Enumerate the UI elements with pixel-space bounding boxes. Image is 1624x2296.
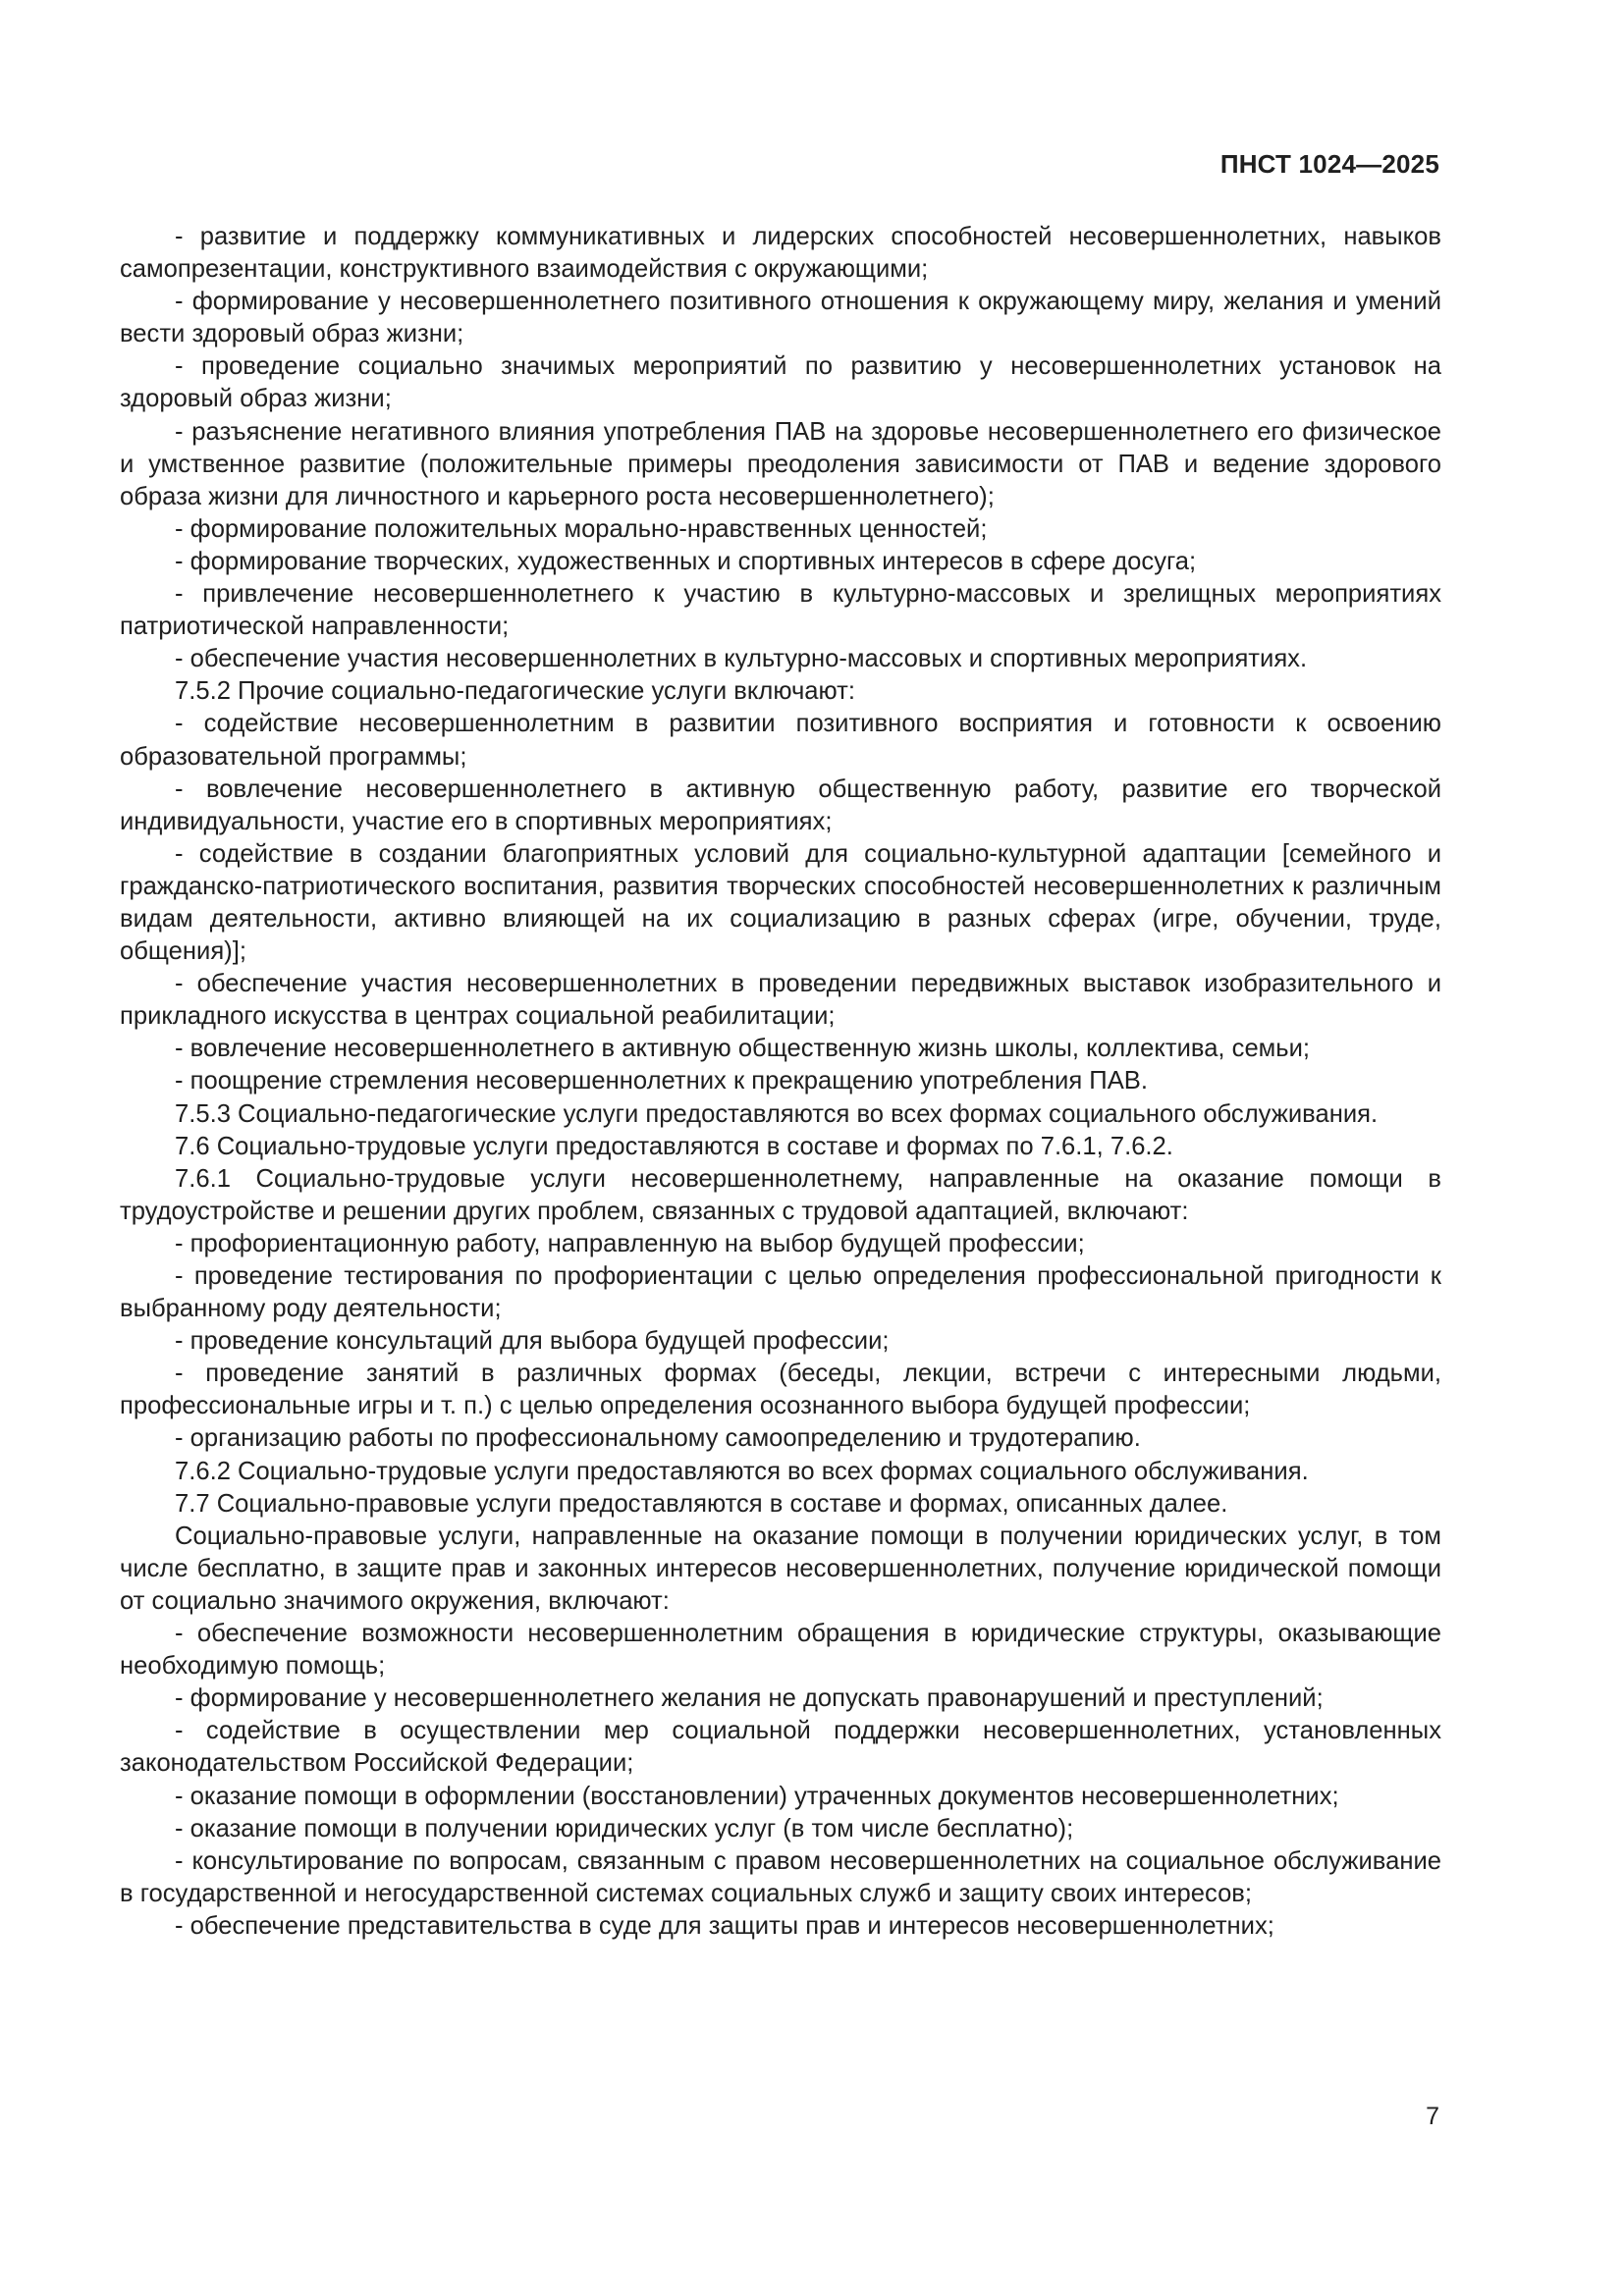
paragraph: - вовлечение несовершеннолетнего в активную общественную жизнь школы, коллектива, семьи; bbox=[175, 1035, 1311, 1063]
section-heading: 7.7 Социально-правовые услуги предоставляются в составе и формах, описанных далее. bbox=[175, 1489, 1228, 1518]
paragraph: - обеспечение представительства в суде для защиты прав и интересов несовершеннолетних; bbox=[175, 1911, 1274, 1940]
paragraph: - проведение тестирования по профориентации с целью определения профессиональной пригодности к выбранному роду деятельности; bbox=[120, 1262, 1441, 1323]
paragraph: - формирование творческих, художественных и спортивных интересов в сфере досуга; bbox=[175, 547, 1197, 575]
paragraph: - оказание помощи в получении юридических услуг (в том числе бесплатно); bbox=[175, 1814, 1074, 1842]
page-number: 7 bbox=[1426, 2103, 1439, 2130]
paragraph: - развитие и поддержку коммуникативных и лидерских способностей несовершеннолетних, навыков самопрезентации, конструктивного взаимодействия с окружающими; bbox=[120, 223, 1441, 284]
paragraph: - проведение консультаций для выбора будущей профессии; bbox=[175, 1327, 890, 1356]
paragraph: - содействие в осуществлении мер социальной поддержки несовершеннолетних, установленных законодательством Российской Федерации; bbox=[120, 1717, 1441, 1778]
paragraph: - привлечение несовершеннолетнего к участию в культурно-массовых и зрелищных мероприятиях патриотической направленности; bbox=[120, 580, 1441, 641]
document-code: ПНСТ 1024—2025 bbox=[1219, 149, 1439, 179]
paragraph: - обеспечение возможности несовершеннолетним обращения в юридические структуры, оказывающие необходимую помощь; bbox=[120, 1620, 1441, 1681]
paragraph: - профориентационную работу, направленную на выбор будущей профессии; bbox=[175, 1229, 1085, 1257]
paragraph: - обеспечение участия несовершеннолетних в проведении передвижных выставок изобразительного и прикладного искусства в центрах социальной реабилитации; bbox=[120, 970, 1441, 1031]
paragraph: - проведение социально значимых мероприятий по развитию у несовершеннолетних установок на здоровый образ жизни; bbox=[120, 352, 1441, 413]
paragraph: - формирование положительных морально-нравственных ценностей; bbox=[175, 514, 988, 543]
paragraph: - разъяснение негативного влияния употребления ПАВ на здоровье несовершеннолетнего его физическое и умственное развитие (положительные примеры преодоления зависимости от ПАВ и ведение здорового образа жизни для личностного и карьерного роста несовершеннолетнего); bbox=[120, 417, 1441, 510]
paragraph: - формирование у несовершеннолетнего позитивного отношения к окружающему миру, желания и умений вести здоровый образ жизни; bbox=[120, 288, 1441, 348]
paragraph: - оказание помощи в оформлении (восстановлении) утраченных документов несовершеннолетних; bbox=[175, 1782, 1339, 1810]
paragraph: - проведение занятий в различных формах (беседы, лекции, встречи с интересными людьми, профессиональные игры и т. п.) с целью определения осознанного выбора будущей профессии; bbox=[120, 1360, 1441, 1420]
section-heading: 7.6.1 Социально-трудовые услуги несовершеннолетнему, направленные на оказание помощи в трудоустройстве и решении других проблем, связанных с трудовой адаптацией, включают: bbox=[120, 1164, 1441, 1225]
body-text bbox=[120, 221, 1441, 1943]
paragraph: - организацию работы по профессиональному самоопределению и трудотерапию. bbox=[175, 1424, 1141, 1453]
section-heading: 7.6 Социально-трудовые услуги предоставляются в составе и формах по 7.6.1, 7.6.2. bbox=[175, 1132, 1173, 1160]
paragraph: - поощрение стремления несовершеннолетних к прекращению употребления ПАВ. bbox=[175, 1067, 1148, 1095]
paragraph: - обеспечение участия несовершеннолетних в культурно-массовых и спортивных мероприятиях. bbox=[175, 645, 1308, 673]
paragraph: - вовлечение несовершеннолетнего в активную общественную работу, развитие его творческой индивидуальности, участие его в спортивных мероприятиях; bbox=[120, 774, 1441, 835]
paragraph: - содействие несовершеннолетним в развитии позитивного восприятия и готовности к освоению образовательной программы; bbox=[120, 710, 1441, 771]
section-heading: 7.5.2 Прочие социально-педагогические услуги включают: bbox=[175, 677, 855, 706]
section-heading: 7.6.2 Социально-трудовые услуги предоставляются во всех формах социального обслуживания. bbox=[175, 1457, 1309, 1485]
paragraph: - консультирование по вопросам, связанным с правом несовершеннолетних на социальное обслуживание в государственной и негосударственной системах социальных служб и защиту своих интересов; bbox=[120, 1846, 1441, 1907]
section-heading: 7.5.3 Социально-педагогические услуги предоставляются во всех формах социального обслуживания. bbox=[175, 1099, 1379, 1128]
paragraph: - формирование у несовершеннолетнего желания не допускать правонарушений и преступлений; bbox=[175, 1684, 1324, 1713]
paragraph: Социально-правовые услуги, направленные на оказание помощи в получении юридических услуг, в том числе бесплатно, в защите прав и законных интересов несовершеннолетних, получение юридической помощи от социально значимого окружения, включают: bbox=[120, 1522, 1441, 1615]
paragraph: - содействие в создании благоприятных условий для социально-культурной адаптации [семейного и гражданско-патриотического воспитания, развития творческих способностей несовершеннолетних к различным видам деятельности, активно влияющей на их социализацию в разных сферах (игре, обучении, труде, общения)]; bbox=[120, 839, 1441, 966]
